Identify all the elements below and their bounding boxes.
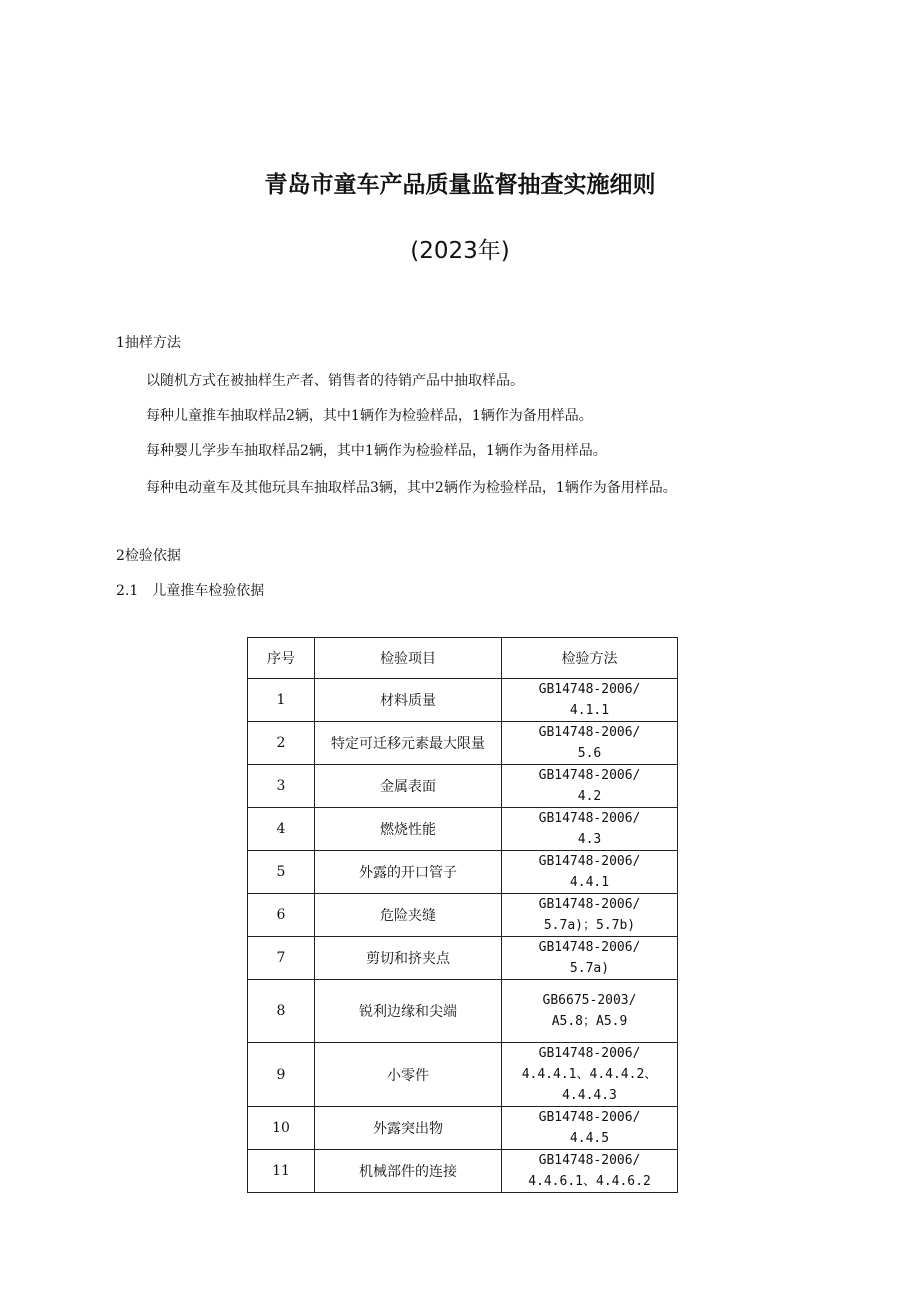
method-line: 4.3 [577,832,602,847]
row-item: 外露突出物 [315,1107,502,1150]
method-line: GB6675-2003/ [542,993,637,1008]
document-title: 青岛市童车产品质量监督抽查实施细则 [264,172,656,198]
row-no: 2 [248,722,315,765]
header-method: 检验方法 [502,638,678,679]
method-line: 5.7a) [569,961,610,976]
table-row [248,1107,678,1150]
method-line: 4.4.1 [569,875,610,890]
table-row [248,808,678,851]
row-item: 锐利边缘和尖端 [315,980,502,1043]
section1-paragraph: 以随机方式在被抽样生产者、销售者的待销产品中抽取样品。 [146,373,524,389]
method-line: GB14748-2006/ [538,768,641,783]
row-method [502,937,678,980]
row-item: 材料质量 [315,679,502,722]
method-line: A5.8；A5.9 [551,1014,628,1029]
row-method [502,808,678,851]
table-row [248,722,678,765]
row-method [502,1150,678,1193]
row-item: 特定可迁移元素最大限量 [315,722,502,765]
row-no: 10 [248,1107,315,1150]
table-row [248,980,678,1043]
table-row [248,765,678,808]
method-line: 4.4.4.1、4.4.4.2、 [521,1067,658,1082]
table-row [248,679,678,722]
row-no: 8 [248,980,315,1043]
row-method [502,894,678,937]
method-line: 5.7a)；5.7b) [543,918,636,933]
method-line: 4.4.6.1、4.4.6.2 [528,1174,651,1189]
method-line: 4.4.5 [569,1131,610,1146]
header-item: 检验项目 [315,638,502,679]
row-item: 燃烧性能 [315,808,502,851]
method-line: GB14748-2006/ [538,725,641,740]
table-row [248,894,678,937]
row-method [502,1107,678,1150]
document-year: (2023年) [410,238,510,264]
table-row [248,1043,678,1107]
row-no: 4 [248,808,315,851]
inspection-basis-table [247,637,678,1193]
method-line: GB14748-2006/ [538,811,641,826]
row-method [502,679,678,722]
row-method [502,1043,678,1107]
row-method [502,765,678,808]
table-row [248,937,678,980]
row-no: 1 [248,679,315,722]
row-no: 11 [248,1150,315,1193]
row-no: 3 [248,765,315,808]
row-no: 9 [248,1043,315,1107]
row-item: 外露的开口管子 [315,851,502,894]
row-no: 7 [248,937,315,980]
method-line: GB14748-2006/ [538,940,641,955]
row-method [502,851,678,894]
method-line: 4.2 [577,789,602,804]
method-line: GB14748-2006/ [538,897,641,912]
row-no: 6 [248,894,315,937]
table-row [248,1150,678,1193]
row-no: 5 [248,851,315,894]
section2-heading: 2检验依据 [116,548,181,564]
section1-paragraph: 每种电动童车及其他玩具车抽取样品3辆，其中2辆作为检验样品，1辆作为备用样品。 [146,480,677,496]
table-row [248,851,678,894]
section1-paragraph: 每种婴儿学步车抽取样品2辆，其中1辆作为检验样品，1辆作为备用样品。 [146,443,607,459]
method-line: GB14748-2006/ [538,854,641,869]
method-line: 5.6 [577,746,602,761]
method-line: GB14748-2006/ [538,1153,641,1168]
method-line: GB14748-2006/ [538,1046,641,1061]
section2-subheading: 2.1 儿童推车检验依据 [116,583,265,599]
method-line: 4.1.1 [569,703,610,718]
section1-paragraph: 每种儿童推车抽取样品2辆，其中1辆作为检验样品，1辆作为备用样品。 [146,408,593,424]
row-item: 金属表面 [315,765,502,808]
row-method [502,980,678,1043]
row-method [502,722,678,765]
method-line: GB14748-2006/ [538,682,641,697]
row-item: 小零件 [315,1043,502,1107]
header-no: 序号 [248,638,315,679]
row-item: 危险夹缝 [315,894,502,937]
method-line: GB14748-2006/ [538,1110,641,1125]
section1-heading: 1抽样方法 [116,335,181,351]
row-item: 剪切和挤夹点 [315,937,502,980]
method-line: 4.4.4.3 [562,1088,617,1103]
row-item: 机械部件的连接 [315,1150,502,1193]
